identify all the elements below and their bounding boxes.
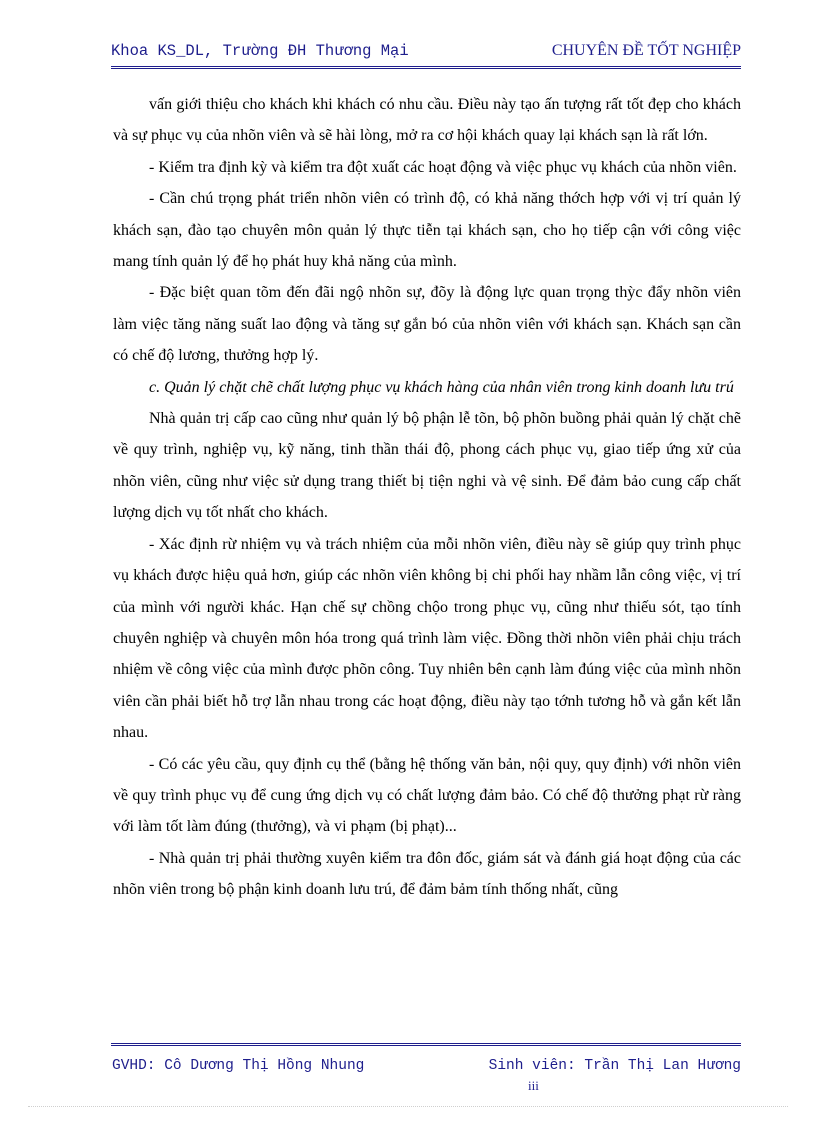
- header-title: CHUYÊN ĐỀ TỐT NGHIỆP: [551, 42, 741, 59]
- paragraph: vấn giới thiệu cho khách khi khách có nhu cầu. Điều này tạo ấn tượng rất tốt đẹp cho khách và sự phục vụ của nhõn viên và sẽ hài lòng, mở ra cơ hội khách quay lại khách sạn là rất lớn.: [113, 96, 741, 145]
- paragraph: - Có các yêu cầu, quy định cụ thể (bằng hệ thống văn bản, nội quy, quy định) với nhõn viên về quy trình phục vụ để cung ứng dịch vụ có chất lượng đảm bảo. Có chế độ thưởng phạt rừ ràng với làm tốt làm đúng (thưởng), và vi phạm (bị phạt)...: [113, 755, 741, 836]
- page-header: [111, 40, 741, 66]
- footer-student: Sinh viên: Trần Thị Lan Hương: [488, 1058, 741, 1074]
- paragraph: Nhà quản trị cấp cao cũng như quản lý bộ phận lễ tõn, bộ phõn buồng phải quản lý chặt chẽ về quy trình, nghiệp vụ, kỹ năng, tinh thần thái độ, phong cách phục vụ, giao tiếp ứng xử của nhõn viên, cũng như việc sử dụng trang thiết bị tiện nghi và vệ sinh. Để đảm bảo cung cấp chất lượng dịch vụ tốt nhất cho khách.: [113, 410, 741, 522]
- paragraph: - Xác định rừ nhiệm vụ và trách nhiệm của mỗi nhõn viên, điều này sẽ giúp quy trình phục vụ khách được hiệu quả hơn, giúp các nhõn viên không bị chi phối hay nhầm lẫn công việc, vị trí của mình với người khác. Hạn chế sự chồng chộo trong phục vụ, cũng như thiếu sót, tạo tính chuyên nghiệp và chuyên môn hóa trong quá trình làm việc. Đồng thời nhõn viên phải chịu trách nhiệm về công việc của mình được phõn công. Tuy nhiên bên cạnh làm đúng việc của mình nhõn viên cần phải biết hỗ trợ lẫn nhau trong các hoạt động, điều này tạo tớnh tương hỗ và gắn kết lẫn nhau.: [113, 535, 741, 742]
- paragraph: - Cần chú trọng phát triển nhõn viên có trình độ, có khả năng thớch hợp với vị trí quản lý khách sạn, đào tạo chuyên môn quản lý thực tiễn tại khách sạn, cho họ tiếp cận với công việc mang tính quản lý để họ phát huy khả năng của mình.: [113, 190, 741, 271]
- footer-supervisor: GVHD: Cô Dương Thị Hồng Nhung: [112, 1058, 365, 1074]
- paragraph: - Nhà quản trị phải thường xuyên kiểm tra đôn đốc, giám sát và đánh giá hoạt động của các nhõn viên trong bộ phận kinh doanh lưu trú, để đảm bảm tính thống nhất, cũng: [113, 849, 741, 899]
- body-text: [113, 89, 741, 906]
- paragraph: - Đặc biệt quan tõm đến đãi ngộ nhõn sự, đõy là động lực quan trọng thỳc đẩy nhõn viên làm việc tăng năng suất lao động và tăng sự gắn bó của nhõn viên với khách sạn. Khách sạn cần có chế độ lương, thưởng hợp lý.: [113, 284, 741, 365]
- section-heading: c. Quản lý chặt chẽ chất lượng phục vụ khách hàng của nhân viên trong kinh doanh lưu trú: [149, 378, 734, 396]
- header-faculty: Khoa KS_DL, Trường ĐH Thương Mại: [111, 42, 409, 60]
- header-rule: [111, 66, 741, 69]
- page-edge-divider: [28, 1106, 788, 1107]
- page-number: iii: [528, 1078, 539, 1093]
- paragraph: - Kiểm tra định kỳ và kiểm tra đột xuất các hoạt động và việc phục vụ khách của nhõn viên.: [149, 158, 737, 176]
- footer-rule: [111, 1043, 741, 1046]
